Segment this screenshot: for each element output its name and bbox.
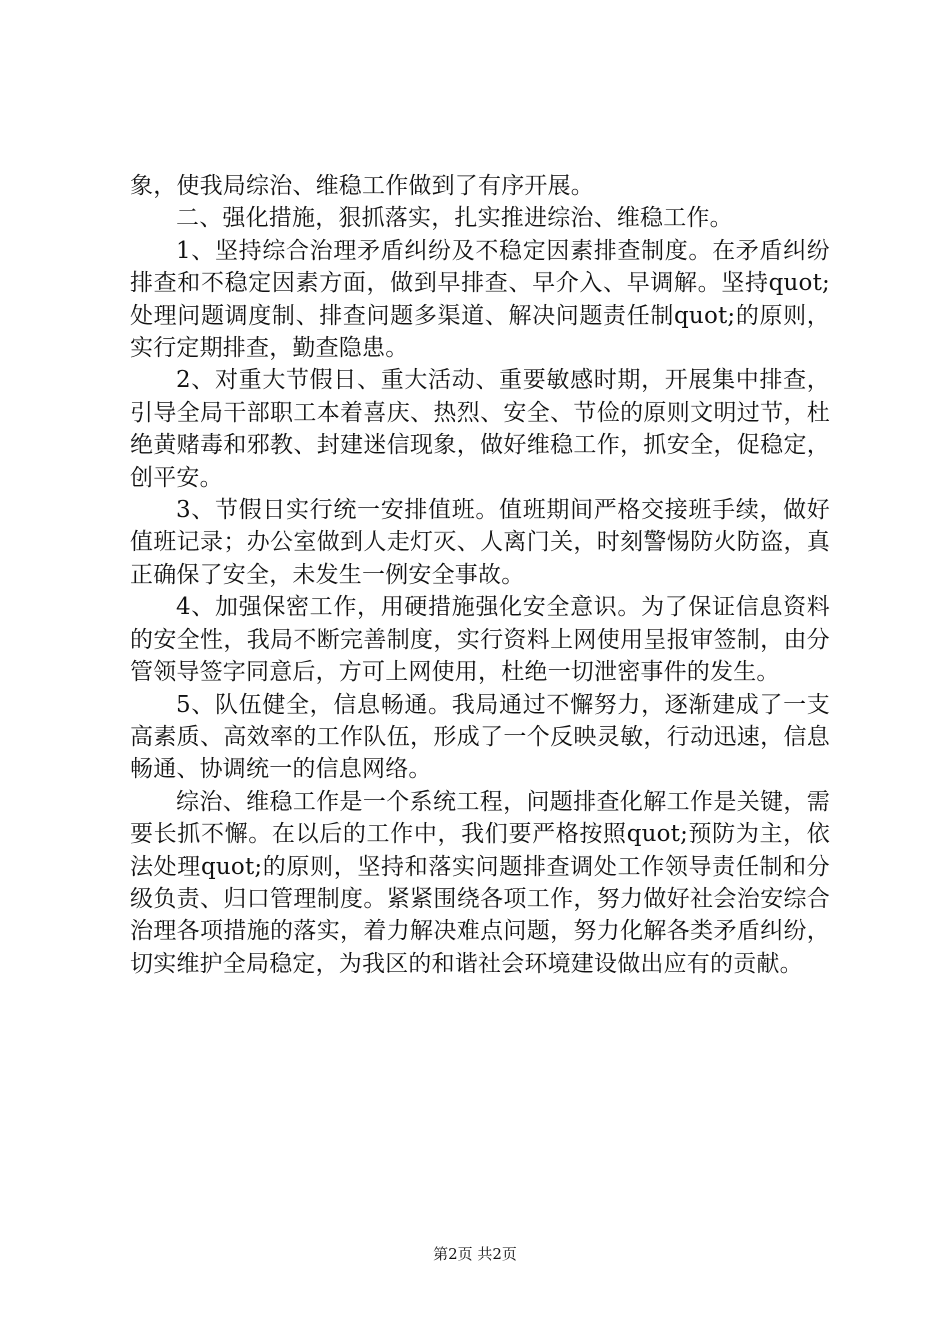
paragraph-continuation: 象，使我局综治、维稳工作做到了有序开展。 (130, 173, 594, 199)
paragraph-item-5: 5、队伍健全，信息畅通。我局通过不懈努力，逐渐建成了一支高素质、高效率的工作队伍，形成了一个反映灵敏，行动迅速，信息畅通、协调统一的信息网络。 (130, 691, 830, 783)
document-body (130, 170, 830, 980)
page-footer: 第2页 共2页 (433, 1245, 517, 1263)
paragraph-item-1: 1、坚持综合治理矛盾纠纷及不稳定因素排查制度。在矛盾纠纷排查和不稳定因素方面，做到早排查、早介入、早调解。坚持quot;处理问题调度制、排查问题多渠道、解决问题责任制quot;的原则，实行定期排查，勤查隐患。 (130, 237, 830, 362)
paragraph-item-3: 3、节假日实行统一安排值班。值班期间严格交接班手续，做好值班记录；办公室做到人走灯灭、人离门关，时刻警惕防火防盗，真正确保了安全，未发生一例安全事故。 (130, 497, 830, 588)
paragraph-item-4: 4、加强保密工作，用硬措施强化安全意识。为了保证信息资料的安全性，我局不断完善制度，实行资料上网使用呈报审签制，由分管领导签字同意后，方可上网使用，杜绝一切泄密事件的发生。 (130, 594, 830, 686)
paragraph-conclusion: 综治、维稳工作是一个系统工程，问题排查化解工作是关键，需要长抓不懈。在以后的工作中，我们要严格按照quot;预防为主，依法处理quot;的原则，坚持和落实问题排查调处工作领导责任制和分级负责、归口管理制度。紧紧围绕各项工作，努力做好社会治安综合治理各项措施的落实，着力解决难点问题，努力化解各类矛盾纠纷，切实维护全局稳定，为我区的和谐社会环境建设做出应有的贡献。 (130, 788, 830, 977)
section-heading: 二、强化措施，狠抓落实，扎实推进综治、维稳工作。 (176, 205, 733, 232)
paragraph-item-2: 2、对重大节假日、重大活动、重要敏感时期，开展集中排查，引导全局干部职工本着喜庆、热烈、安全、节俭的原则文明过节，杜绝黄赌毒和邪教、封建迷信现象，做好维稳工作，抓安全，促稳定，创平安。 (130, 367, 830, 491)
